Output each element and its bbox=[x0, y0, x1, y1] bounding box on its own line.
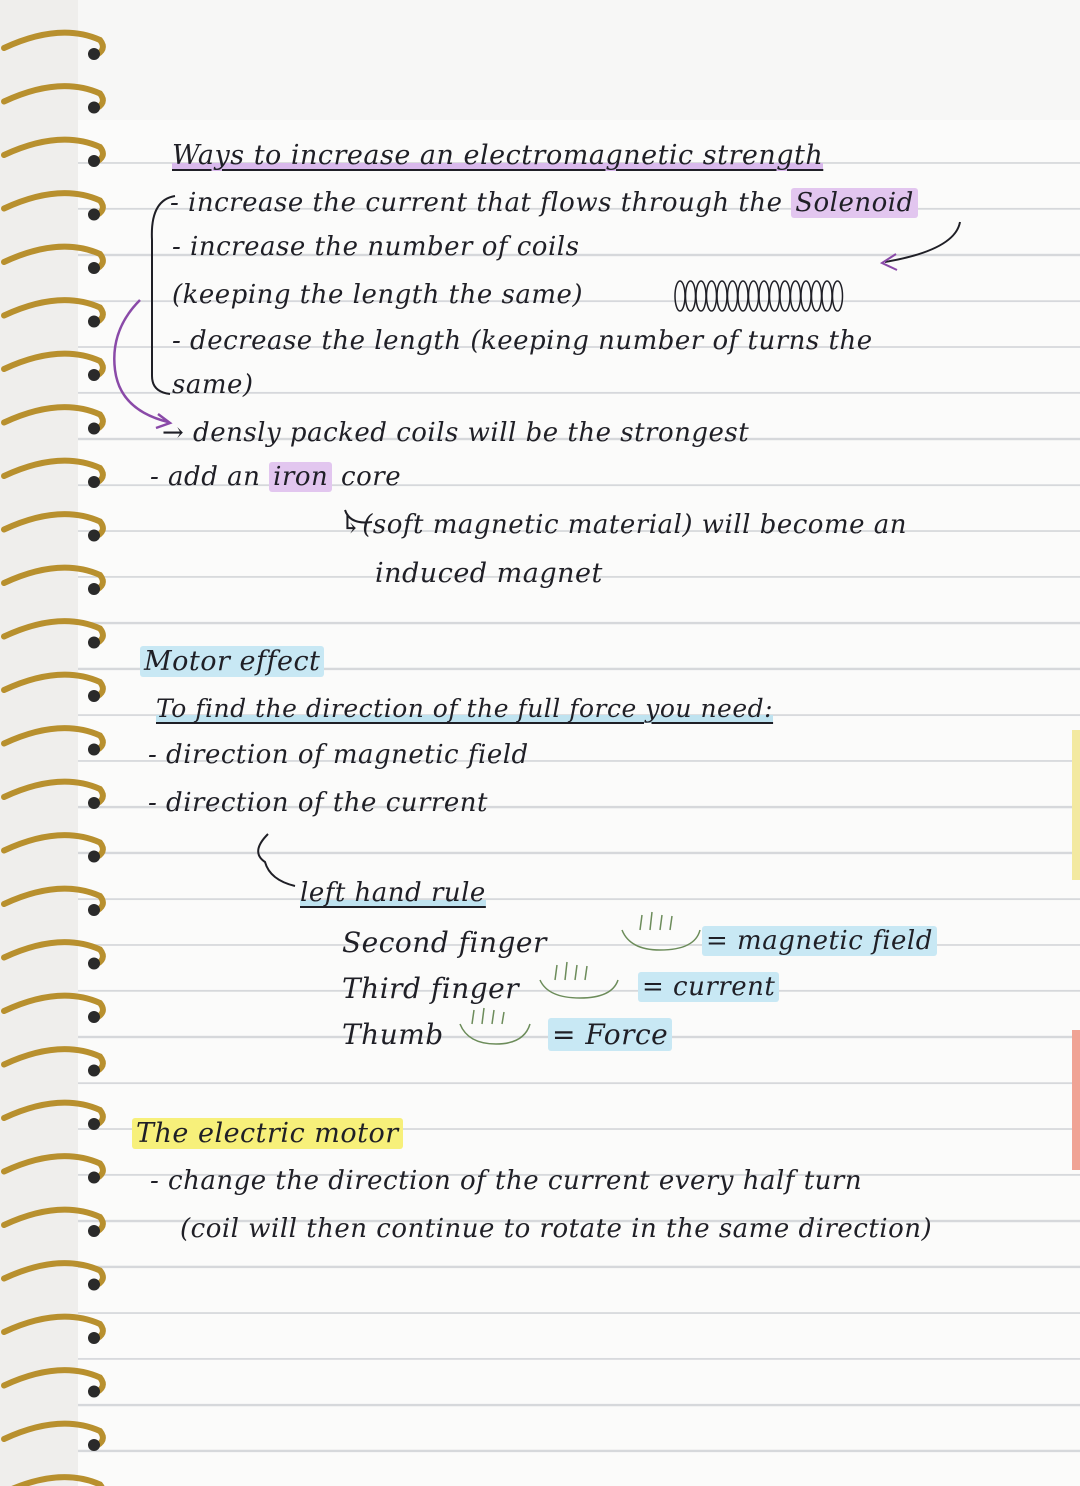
left-hand-rule-arrow bbox=[258, 834, 295, 886]
iron-core-suffix: core bbox=[341, 462, 402, 492]
note-line-keeping-length: (keeping the length the same) bbox=[172, 280, 584, 310]
solenoid-highlight: Solenoid bbox=[791, 188, 918, 218]
electric-motor-line1: - change the direction of the current every half turn bbox=[150, 1166, 863, 1196]
coil-sketch bbox=[675, 281, 843, 311]
note-line-current-text: - increase the current that flows through the bbox=[170, 188, 783, 218]
rule-row-thumb: Thumb bbox=[342, 1018, 444, 1051]
purple-curve-arrow bbox=[114, 300, 168, 422]
magnetic-field-highlight: = magnetic field bbox=[702, 926, 937, 956]
heading-motor-effect: Motor effect bbox=[140, 646, 324, 677]
rule-row-second-finger: Second finger bbox=[342, 926, 547, 959]
motor-item-field: - direction of magnetic field bbox=[148, 740, 529, 770]
note-line-soft-magnetic: ↳(soft magnetic material) will become an bbox=[340, 510, 908, 540]
rule-row-third-finger: Third finger bbox=[342, 972, 520, 1005]
note-line-induced-magnet: induced magnet bbox=[375, 558, 603, 589]
note-line-coils: - increase the number of coils bbox=[172, 232, 580, 262]
note-line-same: same) bbox=[172, 370, 254, 400]
note-line-decrease-length: - decrease the length (keeping number of turns the bbox=[172, 326, 873, 356]
soft-magnetic-arrow bbox=[345, 510, 372, 523]
iron-highlight: iron bbox=[269, 462, 332, 492]
motor-effect-intro: To find the direction of the full force you need: bbox=[156, 694, 774, 723]
iron-core-prefix: - add an bbox=[150, 462, 261, 492]
heading-electromagnet-strength: Ways to increase an electromagnetic strength bbox=[172, 140, 824, 171]
left-hand-rule-label: left hand rule bbox=[300, 878, 486, 908]
heading-electric-motor: The electric motor bbox=[132, 1118, 403, 1149]
hand-sketch-second-finger bbox=[622, 912, 700, 950]
solenoid-arrow bbox=[885, 222, 960, 262]
current-highlight: = current bbox=[638, 972, 779, 1002]
list-bracket bbox=[152, 196, 175, 394]
motor-item-current: - direction of the current bbox=[148, 788, 488, 818]
note-line-densly-packed: → densly packed coils will be the strongest bbox=[162, 418, 750, 448]
electric-motor-line2: (coil will then continue to rotate in the same direction) bbox=[180, 1214, 933, 1244]
hand-sketch-thumb bbox=[460, 1008, 530, 1044]
hand-sketch-third-finger bbox=[540, 962, 618, 998]
force-highlight: = Force bbox=[548, 1018, 672, 1051]
